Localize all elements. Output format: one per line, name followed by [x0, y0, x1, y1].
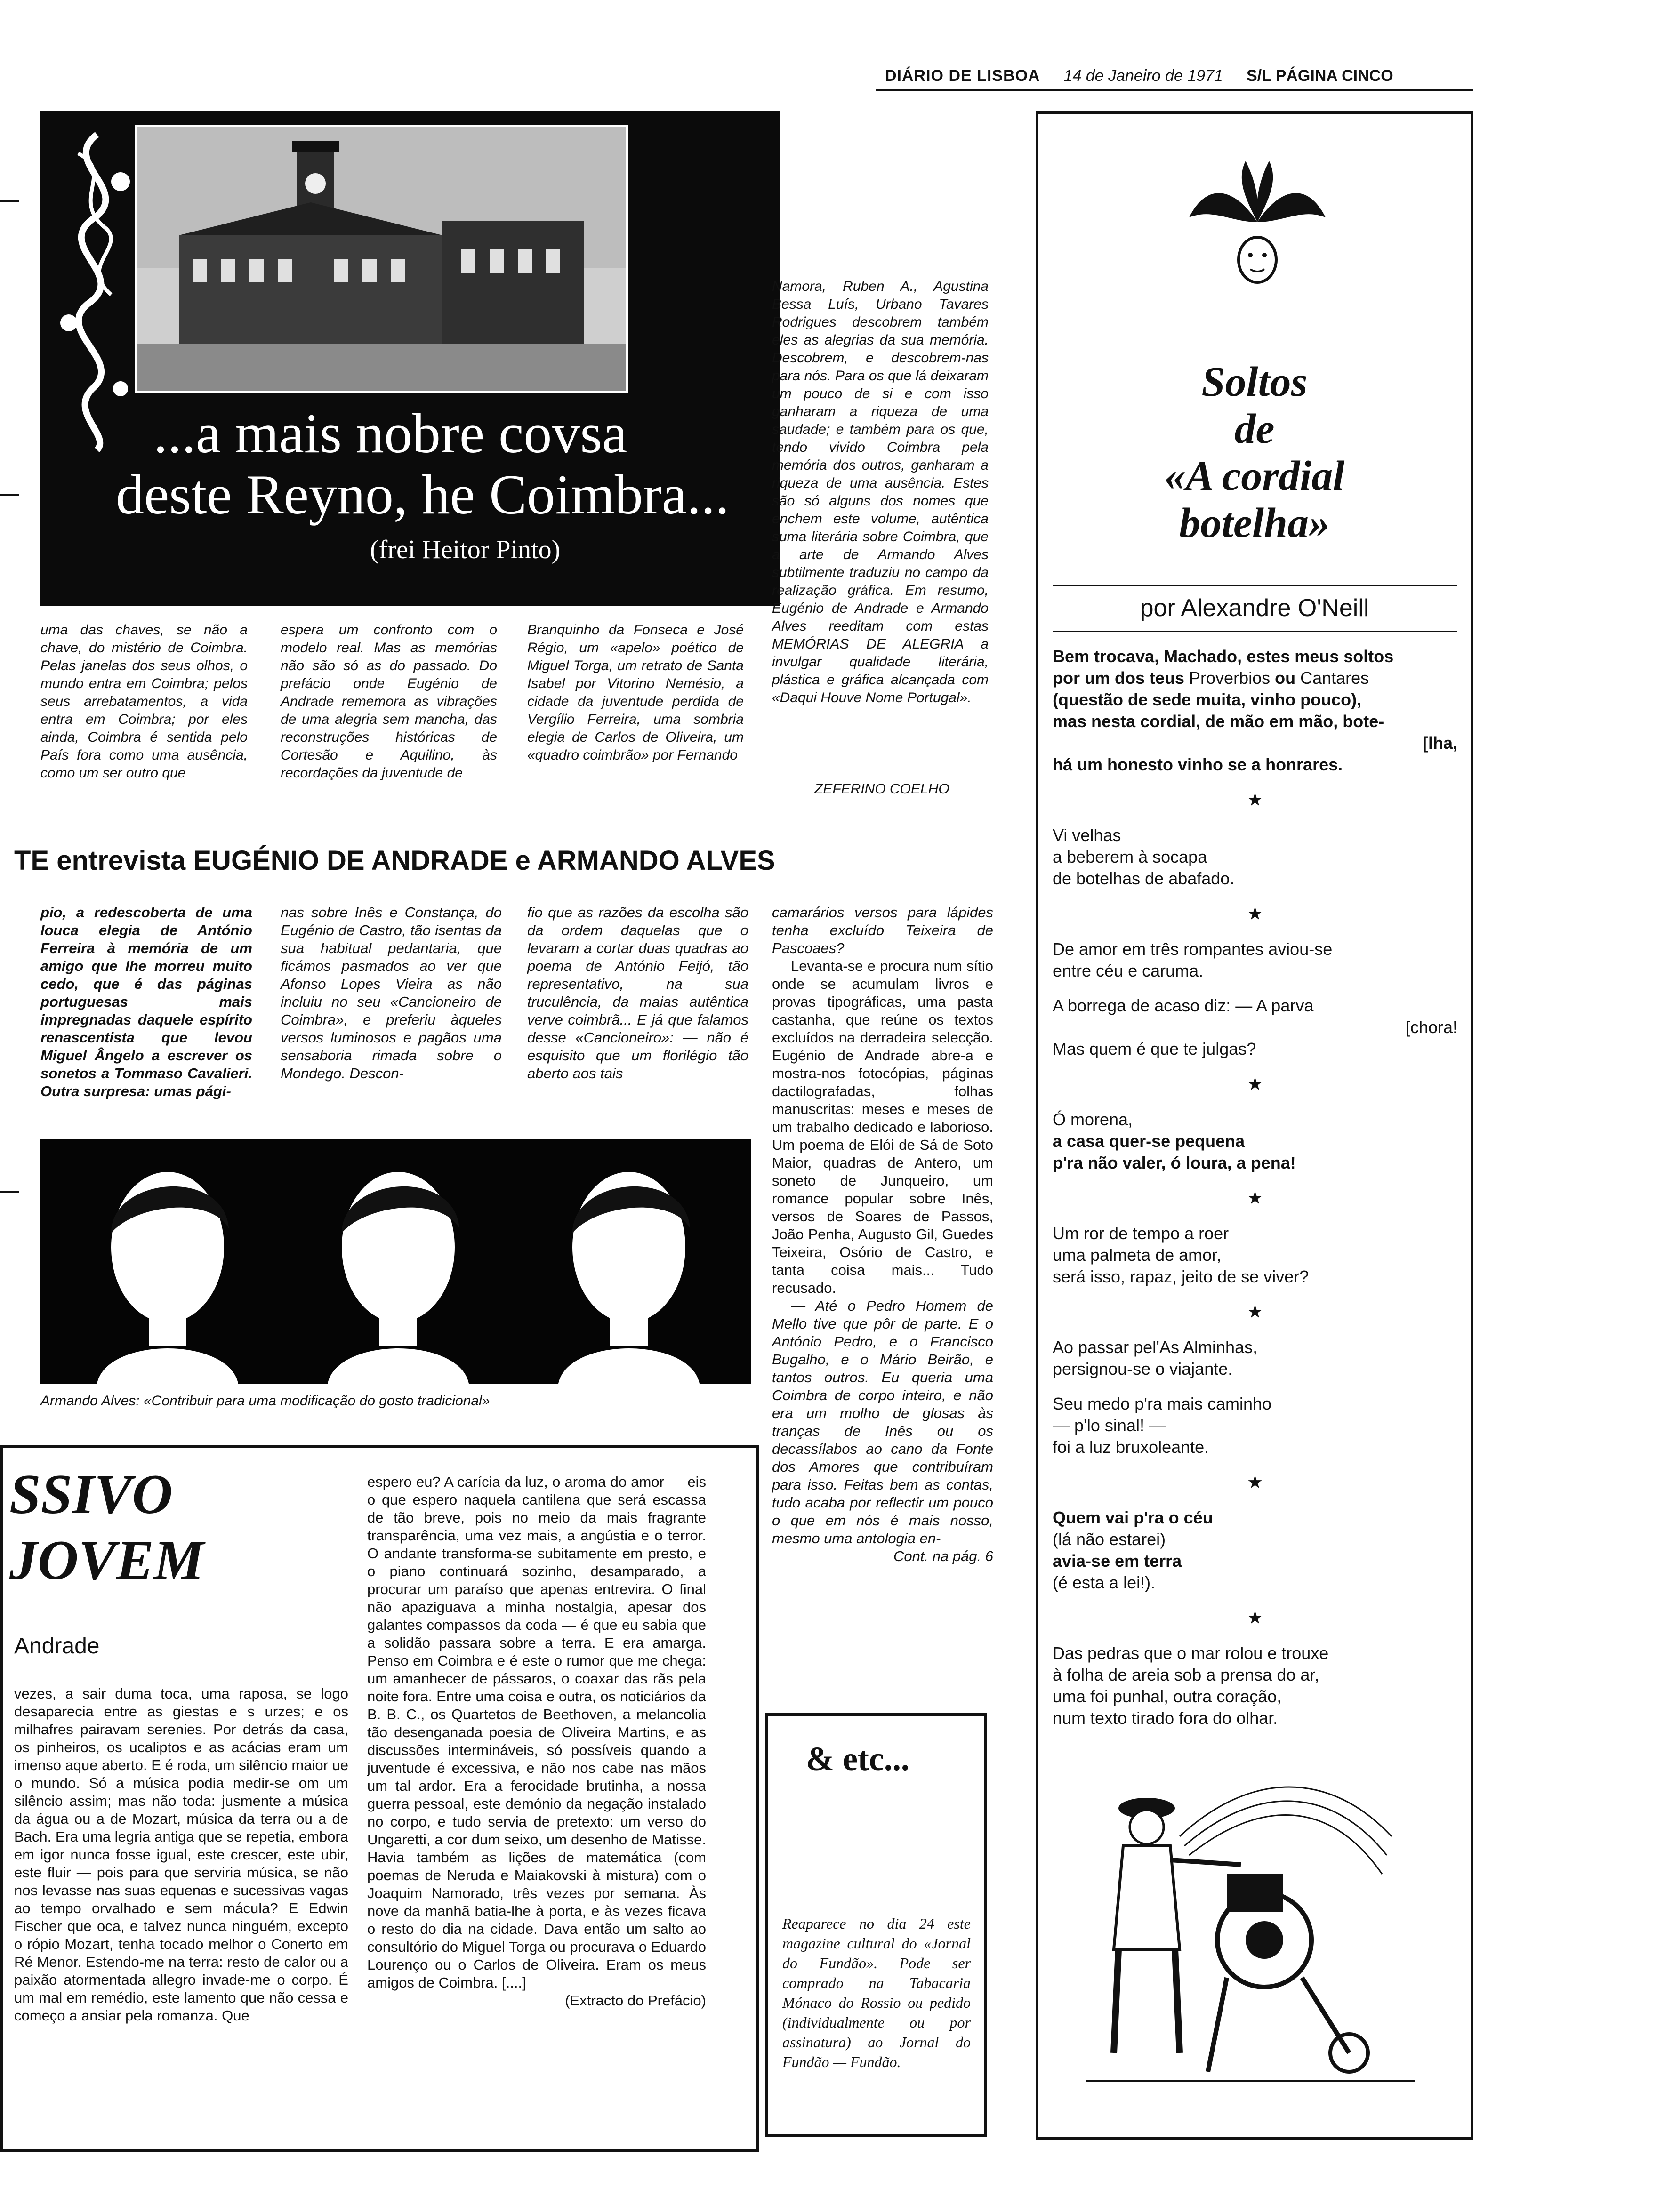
- verse-1-line-1: Vi velhas: [1053, 825, 1121, 845]
- intro-line-5: [lha,: [1422, 733, 1457, 753]
- verse-1-line-2: a beberem à socapa: [1053, 847, 1207, 866]
- review-column-4: Namora, Ruben A., Agustina Bessa Luís, Urbano Tavares Rodrigues descobrem também eles as alegrias da sua memória. Descobrem, e descobrem-nas para nós. Para os que lá deixaram um pouco de si e com isso ganharam a riqueza de uma saudade; e também para os que, tendo vivido Coimbra pela memória dos outros, ganharam a riqueza de uma ausência. Estes são só alguns dos nomes que enchem este volume, autêntica suma literária sobre Coimbra, que a arte de Armando Alves subtilmente traduziu no campo da realização gráfica. Em resumo, Eugénio de Andrade e Armando Alves reeditam com estas MEMÓRIAS DE ALEGRIA a invulgar qualidade literária, plástica e gráfica alcançada com «Daqui Houve Nome Portugal».: [772, 279, 989, 705]
- intro-line-2c: ou: [1270, 668, 1301, 688]
- interview-column-3: fio que as razões da escolha são da ordem daquelas que o levaram a cortar duas quadras ao poema de António Feijó, tão representativo, na sua truculência, da maias autêntica verve coimbrã... E já que falamos desse «Cancioneiro»: — não é esquisito que um florilégio tão aberto aos tais: [527, 904, 748, 1082]
- verse-8-line-1: Das pedras que o mar rolou e trouxe: [1053, 1643, 1329, 1663]
- poem-title: [1038, 359, 1471, 547]
- issue-date: 14 de Janeiro de 1971: [1063, 66, 1223, 85]
- star-icon: ★: [1247, 1473, 1263, 1492]
- portrait-2: [328, 1172, 469, 1384]
- portrait-1: [97, 1172, 238, 1384]
- lower-box-bottom-rule: [0, 2149, 759, 2152]
- verse-3-line-1: A borrega de acaso diz: — A parva: [1053, 996, 1314, 1015]
- verse-8-line-2: à folha de areia sob a prensa do ar,: [1053, 1665, 1319, 1684]
- margin-tick: [0, 1191, 19, 1193]
- ornament-flourish: [50, 125, 139, 455]
- verse-5-line-2: uma palmeta de amor,: [1053, 1245, 1222, 1265]
- verse-1-line-3: de botelhas de abafado.: [1053, 869, 1235, 888]
- lower-box-top-rule: [0, 1445, 758, 1448]
- verse-6-line-5: foi a luz bruxoleante.: [1053, 1437, 1209, 1457]
- intro-proverbios: Proverbios: [1189, 668, 1271, 688]
- etc-title: & etc...: [806, 1740, 909, 1778]
- lower-title-line-1: SSIVO: [9, 1463, 173, 1525]
- poem-title-line-1: Soltos: [1201, 359, 1308, 405]
- hero-attribution: (frei Heitor Pinto): [370, 535, 561, 564]
- star-icon: ★: [1247, 1608, 1263, 1628]
- verse-6-line-2: persignou-se o viajante.: [1053, 1359, 1233, 1378]
- poem-title-line-3: «A cordial: [1164, 453, 1345, 499]
- verse-7-line-3: avia-se em terra: [1053, 1551, 1182, 1571]
- etc-body: Reaparece no dia 24 este magazine cultural do «Jornal do Fundão». Pode ser comprado na Tabacaria Mónaco do Rossio ou pedido (individualmente ou por assinatura) ao Jornal do Fundão — Fundão.: [782, 1915, 971, 2070]
- verse-4-line-3: p'ra não valer, ó loura, a pena!: [1053, 1153, 1296, 1172]
- angel-illustration: [1180, 152, 1335, 307]
- verse-8-line-4: num texto tirado fora do olhar.: [1053, 1708, 1278, 1728]
- continued-note: Cont. na pág. 6: [893, 1548, 993, 1564]
- review-column-2: espera um confronto com o modelo real. Mas as memórias não são só as do passado. Do prefácio onde Eugénio de Andrade rememora as vibrações de uma alegria sem mancha, das reconstruções históricas de Cortesão e Aquilino, às recordações da juventude de: [281, 622, 497, 781]
- author-rule-top: [1053, 585, 1457, 586]
- lower-column-1: vezes, a sair duma toca, uma raposa, se logo desaparecia entre as giestas e s urzes; e os milhafres pairavam serenies. Por detrás da casa, os pinheiros, os ucaliptos e as acácias eram um imenso aque aberto. E é roda, um silêncio maior ue o mundo. Só a música podia medir-se om um silêncio assim; mas não toda: jusmente a música da água ou a de Mozart, música da terra ou a de Bach. Era uma legria antiga que se repetia, embora em igor nunca fosse igual, este crescer, este ubir, este fluir — pois para que serviria música, se não nos levasse nas suas equenas e sucessivas vagas ao tempo orvalhado e sem mácula? E Edwin Fischer que oca, e talvez nunca ninguém, excepto o rópio Mozart, tenha tocado melhor o Conerto em Ré Menor. Estendo-me na terra: resto de calor ou a paixão atormentada allegro invade-me o corpo. É um mal em remédio, este lamento que não cessa e começo a ansiar pela romanza. Que: [14, 1685, 348, 2024]
- interview-column-4a: camarários versos para lápides tenha excluído Teixeira de Pascoaes?: [772, 904, 993, 956]
- verse-2: [1053, 938, 1457, 982]
- intro-line-2a: por um dos teus: [1053, 668, 1190, 688]
- page-label: S/L PÁGINA CINCO: [1246, 66, 1393, 85]
- verse-8-line-3: uma foi punhal, outra coração,: [1053, 1687, 1282, 1706]
- verse-6: [1053, 1337, 1457, 1458]
- poem-title-line-4: botelha»: [1179, 500, 1330, 546]
- poem-intro: [1053, 646, 1457, 776]
- review-column-1: uma das chaves, se não a chave, do mistério de Coimbra. Pelas janelas dos seus olhos, o mundo entra em Coimbra; pelos seus arrebatamentos, a vida entra em Coimbra; por eles ainda, Coimbra é sentida pelo País fora como uma ausência, como um ser outro que: [40, 622, 248, 781]
- lower-column-2-end: (Extracto do Prefácio): [565, 1992, 706, 2009]
- hero-quote-line-1: ...a mais nobre covsa: [153, 402, 627, 465]
- interview-headline: [14, 845, 775, 876]
- verse-3: [1053, 995, 1457, 1060]
- verse-7: [1053, 1507, 1457, 1594]
- page-header: [885, 64, 1464, 88]
- star-icon: ★: [1247, 1074, 1263, 1094]
- intro-cantares: Cantares: [1300, 668, 1369, 688]
- verse-2-line-1: De amor em três rompantes aviou-se: [1053, 939, 1333, 959]
- headline-prefix: TE entrevista: [14, 845, 193, 876]
- interview-column-1: pio, a redescoberta de uma louca elegia de António Ferreira à memória de um amigo que lhe morreu muito cedo, que é das páginas portuguesas mais impregnadas daquele espírito renascentista que levou Miguel Ângelo a escrever os sonetos a Tommaso Cavalieri. Outra surpresa: umas pági-: [40, 904, 252, 1099]
- verse-8: [1053, 1643, 1457, 1729]
- newspaper-name: DIÁRIO DE LISBOA: [885, 66, 1040, 85]
- poem-author: por Alexandre O'Neill: [1140, 594, 1369, 622]
- star-icon: ★: [1247, 790, 1263, 810]
- poem-body: [1053, 646, 1457, 1729]
- verse-4-line-2: a casa quer-se pequena: [1053, 1131, 1245, 1151]
- verse-4-line-1: Ó morena,: [1053, 1110, 1133, 1129]
- verse-6-line-1: Ao passar pel'As Alminhas,: [1053, 1338, 1258, 1357]
- hero-quote-line-2: deste Reyno, he Coimbra...: [116, 463, 730, 526]
- star-icon: ★: [1247, 904, 1263, 924]
- verse-1: [1053, 825, 1457, 890]
- verse-7-line-1: Quem vai p'ra o céu: [1053, 1508, 1213, 1527]
- interview-column-4b: Levanta-se e procura num sítio onde se acumulam livros e provas tipográficas, uma pasta castanha, que reúne os textos excluídos na derradeira selecção. Eugénio de Andrade abre-a e mostra-nos fotocópias, páginas dactilografadas, folhas manuscritas: meses e meses de um trabalho dedicado e laborioso. Um poema de Elói de Sá de Soto Maior, quadras de Antero, um soneto de Junqueiro, um romance popular sobre Inês, versos de Soares de Passos, João Penha, Augusto Gil, Guedes Teixeira, Osório de Castro, e tanta coisa mais... Tudo recusado.: [772, 958, 993, 1296]
- intro-line-6: há um honesto vinho se a honrares.: [1053, 755, 1343, 774]
- verse-3-line-3: Mas quem é que te julgas?: [1053, 1039, 1256, 1058]
- verse-5: [1053, 1223, 1457, 1288]
- verse-4: [1053, 1109, 1457, 1174]
- hero-box: [40, 111, 780, 606]
- portrait-3: [558, 1172, 700, 1384]
- margin-tick: [0, 494, 19, 496]
- intro-line-2: [1053, 667, 1457, 689]
- lower-box-right-rule: [756, 1445, 759, 2151]
- verse-6-line-4: — p'lo sinal! —: [1053, 1416, 1166, 1435]
- poem-title-line-2: de: [1234, 406, 1275, 452]
- verse-6-line-3: Seu medo p'ra mais caminho: [1053, 1394, 1272, 1413]
- headline-names: EUGÉNIO DE ANDRADE e ARMANDO ALVES: [193, 845, 775, 876]
- portraits-caption: Armando Alves: «Contribuir para uma modificação do gosto tradicional»: [40, 1393, 490, 1409]
- interview-column-2: nas sobre Inês e Constança, do Eugénio de Castro, tão isentas da sua habitual pedantaria, que ficámos pasmados ao ver que Afonso Lopes Vieira as não incluiu no seu «Cancioneiro de Coimbra», e preferiu àqueles versos luminosos e pagãos uma sensaboria rimada sobre o Mondego. Descon-: [281, 904, 502, 1082]
- intro-line-1: Bem trocava, Machado, estes meus soltos: [1053, 647, 1394, 666]
- verse-3-line-2: [chora!: [1405, 1018, 1457, 1037]
- intro-line-3: (questão de sede muita, vinho pouco),: [1053, 690, 1362, 709]
- lower-column-2: [367, 1473, 706, 2010]
- verse-2-line-2: entre céu e caruma.: [1053, 961, 1204, 980]
- header-rule: [876, 89, 1473, 91]
- lower-title-line-2: JOVEM: [9, 1529, 204, 1591]
- verse-5-line-3: será isso, rapaz, jeito de se viver?: [1053, 1267, 1309, 1286]
- coimbra-engraving: [135, 125, 628, 393]
- star-icon: ★: [1247, 1188, 1263, 1208]
- star-icon: ★: [1247, 1302, 1263, 1322]
- intro-line-4: mas nesta cordial, de mão em mão, bote-: [1053, 712, 1384, 731]
- verse-5-line-1: Um ror de tempo a roer: [1053, 1224, 1229, 1243]
- portraits-strip: [40, 1139, 751, 1384]
- interview-column-4: [772, 904, 993, 1565]
- interview-column-4c: — Até o Pedro Homem de Mello tive que pôr de parte. E o António Pedro, e o Francisco Bugalho, e o Mário Beirão, e tantos outros. Eu queria uma Coimbra de corpo inteiro, e não era um molho de glosas às tranças de Inês ou os decassílabos ao cano da Fonte dos Amores que contribuíram para isso. Feitas bem as contas, tudo acaba por reflectir um pouco o que em nós é mais nosso, mesmo uma antologia en-: [772, 1298, 993, 1547]
- farmer-sprayer-illustration: [1086, 1752, 1424, 2100]
- left-edge-rule: [0, 1445, 3, 2151]
- verse-7-line-4: (é esta a lei!).: [1053, 1573, 1156, 1592]
- lower-byline: Andrade: [14, 1634, 100, 1659]
- margin-tick: [0, 200, 19, 202]
- etc-box: [765, 1713, 987, 2137]
- author-rule-bottom: [1053, 631, 1457, 632]
- lower-column-2-text: espero eu? A carícia da luz, o aroma do amor — eis o que espero naquela cantilena que será escassa de tão breve, pois no meio da mais fragrante transparência, uma vez mais, a angústia e o terror. O andante transforma-se subitamente em presto, e o piano continuará sozinho, desamparado, a procurar um paraíso que apenas entrevira. O final não apaziguava a minha nostalgia, apesar dos galantes compassos da coda — é que eu sabia que a solidão passara sobre a terra. E era amarga. Penso em Coimbra e é este o rumor que me chega: um amanhecer de pássaros, o coaxar das rãs pela noite fora. Entre uma coisa e outra, os noticiários da B. B. C., os Quartetos de Beethoven, a melancolia tão desenganada poesia de Oliveira Martins, e as discussões intermináveis, só possíveis quando a juventude é excessiva, e não nos cabe nas mãos um tal ardor. Era a ferocidade brutinha, a nossa guerra pessoal, este demónio da negação instalado no corpo, e tudo servia de pretexto: um verso do Ungaretti, a cor dum seixo, um desenho de Matisse. Havia também as lições de matemática (com poemas de Neruda e Maiakovski à mistura) com o Joaquim Namorado, três vezes por semana. Às nove da manhã batia-lhe à porta, e às vezes ficava o resto do dia na cidade. Dava então um salto ao consultório do Miguel Torga ou procurava o Eduardo Lourenço ou o Carlos de Oliveira. Eram os meus amigos de Coimbra. [....]: [367, 1474, 706, 1991]
- review-signature: ZEFERINO COELHO: [814, 781, 949, 797]
- review-column-3: Branquinho da Fonseca e José Régio, um «apelo» poético de Miguel Torga, um retrato de Santa Isabel por Vitorino Nemésio, a cidade da juventude perdida de Vergílio Ferreira, uma sombria elegia de Carlos de Oliveira, um «quadro coimbrão» por Fernando: [527, 622, 744, 763]
- verse-7-line-2: (lá não estarei): [1053, 1530, 1166, 1549]
- poem-sidebar: [1036, 111, 1473, 2140]
